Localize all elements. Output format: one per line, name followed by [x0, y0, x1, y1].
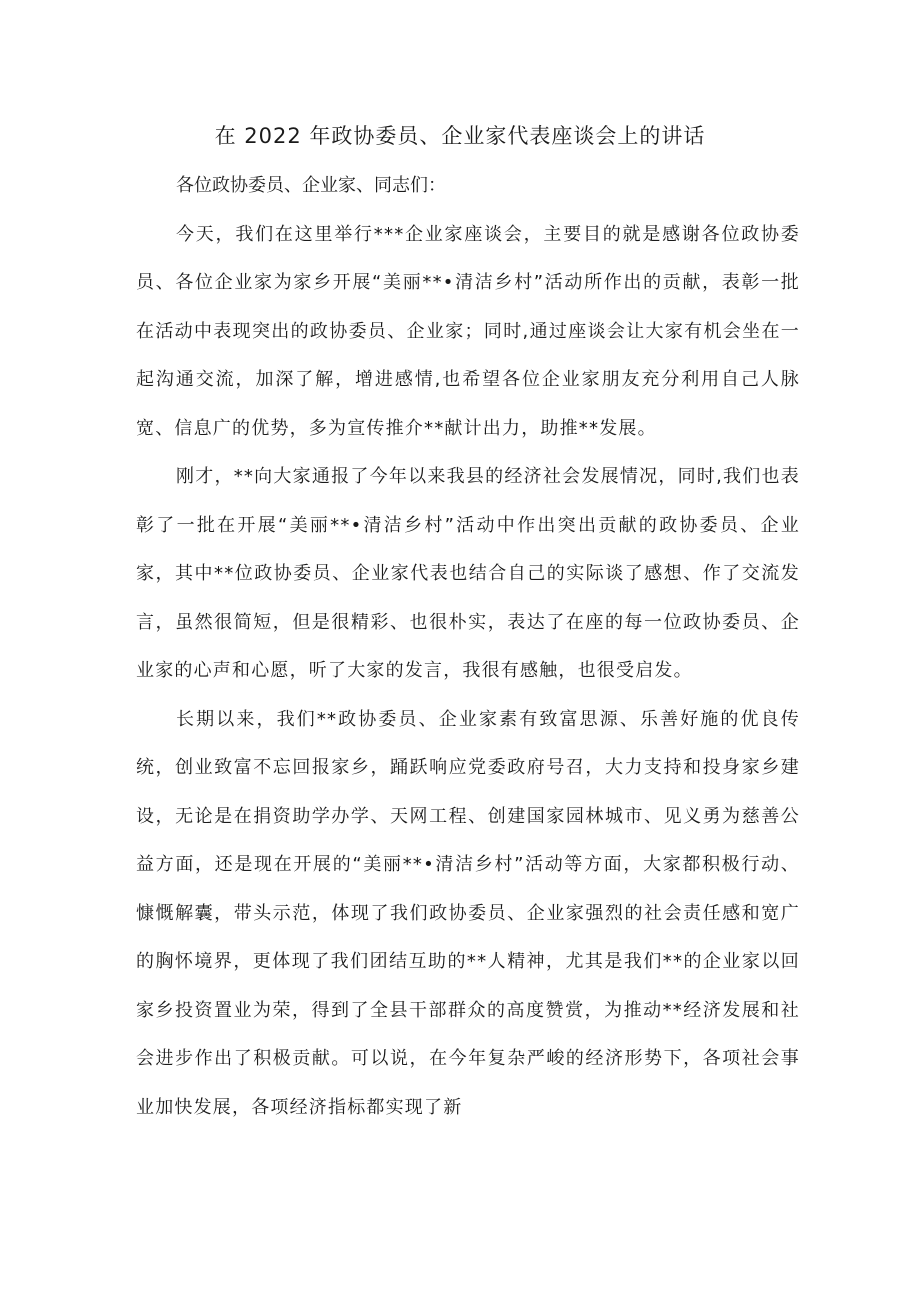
document-body: [136, 162, 800, 1132]
document-title: 在 2022 年政协委员、企业家代表座谈会上的讲话: [214, 124, 706, 148]
salutation: 各位政协委员、企业家、同志们：: [176, 175, 446, 196]
paragraph-2: 刚才，**向大家通报了今年以来我县的经济社会发展情况，同时,我们也表彰了一批在开展“美丽**•清洁乡村”活动中作出突出贡献的政协委员、企业家，其中**位政协委员、企业家代表也结合自己的实际谈了感想、作了交流发言，虽然很简短，但是很精彩、也很朴实，表达了在座的每一位政协委员、企业家的心声和心愿，听了大家的发言，我很有感触，也很受启发。: [136, 466, 800, 681]
paragraph-1: 今天，我们在这里举行***企业家座谈会，主要目的就是感谢各位政协委员、各位企业家为家乡开展“美丽**•清洁乡村”活动所作出的贡献，表彰一批在活动中表现突出的政协委员、企业家；同时,通过座谈会让大家有机会坐在一起沟通交流，加深了解，增进感情,也希望各位企业家朋友充分利用自己人脉宽、信息广的优势，多为宣传推介**献计出力，助推**发展。: [136, 223, 800, 439]
paragraph-3: 长期以来，我们**政协委员、企业家素有致富思源、乐善好施的优良传统，创业致富不忘回报家乡，踊跃响应党委政府号召，大力支持和投身家乡建设，无论是在捐资助学办学、天网工程、创建国家园林城市、见义勇为慈善公益方面，还是现在开展的“美丽**•清洁乡村”活动等方面，大家都积极行动、慷慨解囊，带头示范，体现了我们政协委员、企业家强烈的社会责任感和宽广的胸怀境界，更体现了我们团结互助的**人精神，尤其是我们**的企业家以回家乡投资置业为荣，得到了全县干部群众的高度赞赏，为推动**经济发展和社会进步作出了积极贡献。可以说，在今年复杂严峻的经济形势下，各项社会事业加快发展，各项经济指标都实现了新: [136, 708, 800, 1118]
